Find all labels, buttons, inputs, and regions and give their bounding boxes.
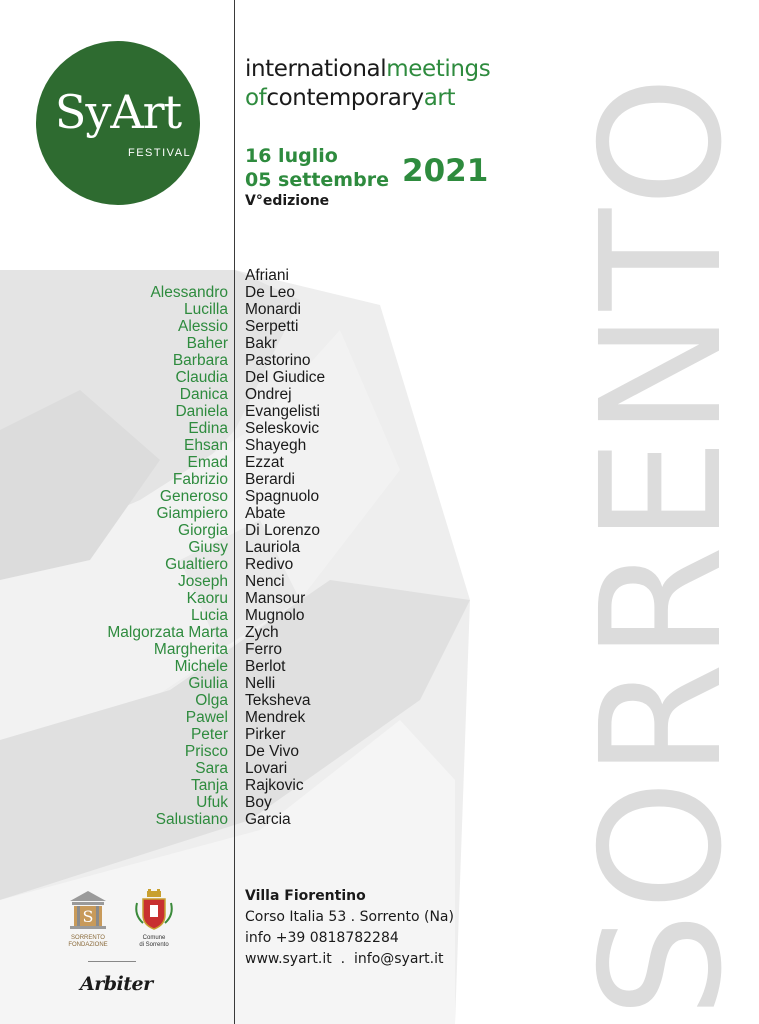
artist-first-name: Daniela xyxy=(175,403,228,420)
fondazione-logo xyxy=(68,889,108,949)
artists-list xyxy=(0,267,360,828)
end-date: 05 settembre xyxy=(245,169,389,191)
artist-last-name: Pirker xyxy=(245,726,286,743)
artist-last-name: Garcia xyxy=(245,811,291,828)
artist-last-name: Spagnuolo xyxy=(245,488,320,505)
contact-block xyxy=(245,886,454,970)
artist-row xyxy=(0,590,360,607)
side-title: SORRENTO xyxy=(566,74,759,1018)
artist-last-name: Afriani xyxy=(245,267,289,284)
artist-last-name: Ferro xyxy=(245,641,283,658)
artist-row xyxy=(0,692,360,709)
artist-row xyxy=(0,607,360,624)
artist-first-name: Kaoru xyxy=(186,590,228,607)
temple-icon xyxy=(68,889,108,931)
artist-row xyxy=(0,267,360,284)
artist-first-name: Giulia xyxy=(188,675,228,692)
artist-last-name: Berlot xyxy=(245,658,286,675)
artist-first-name: Claudia xyxy=(175,369,228,386)
artist-first-name: Sara xyxy=(195,760,228,777)
artist-last-name: De Leo xyxy=(245,284,295,301)
artist-first-name: Margherita xyxy=(153,641,228,658)
artist-first-name: Alessandro xyxy=(150,284,228,301)
artist-last-name: Monardi xyxy=(245,301,301,318)
artist-row xyxy=(0,471,360,488)
edition-label: V°edizione xyxy=(245,193,330,209)
artist-last-name: Ondrej xyxy=(245,386,292,403)
artist-last-name: Boy xyxy=(245,794,272,811)
artist-last-name: Nenci xyxy=(245,573,285,590)
artist-last-name: De Vivo xyxy=(245,743,299,760)
artist-first-name: Prisco xyxy=(184,743,228,760)
venue-address: Corso Italia 53 . Sorrento (Na) xyxy=(245,909,454,925)
artist-last-name: Pastorino xyxy=(245,352,311,369)
fondazione-label-1: SORRENTO xyxy=(71,935,105,941)
artist-last-name: Serpetti xyxy=(245,318,299,335)
coat-of-arms-icon xyxy=(131,889,177,931)
artist-last-name: Shayegh xyxy=(245,437,307,454)
artist-first-name: Giusy xyxy=(188,539,228,556)
artist-last-name: Mansour xyxy=(245,590,306,607)
logo-wordmark: SyArt xyxy=(54,85,182,139)
artist-first-name: Michele xyxy=(174,658,228,675)
artist-last-name: Lauriola xyxy=(245,539,301,556)
artist-row xyxy=(0,726,360,743)
event-year: 2021 xyxy=(402,153,489,189)
logo-subtitle: FESTIVAL xyxy=(128,147,192,159)
sponsor-divider xyxy=(88,961,136,962)
artist-first-name: Emad xyxy=(187,454,228,471)
artist-first-name: Fabrizio xyxy=(172,471,228,488)
artist-first-name: Malgorzata Marta xyxy=(107,624,228,641)
artist-first-name: Giorgia xyxy=(178,522,228,539)
start-date: 16 luglio xyxy=(245,145,338,167)
artist-row xyxy=(0,743,360,760)
headline-word: international xyxy=(245,56,387,82)
artist-row xyxy=(0,760,360,777)
syart-logo xyxy=(36,41,200,205)
artist-first-name: Giampiero xyxy=(156,505,228,522)
artist-row xyxy=(0,369,360,386)
artist-row xyxy=(0,335,360,352)
artist-row xyxy=(0,539,360,556)
artist-row xyxy=(0,437,360,454)
artist-first-name: Pawel xyxy=(185,709,228,726)
artist-row xyxy=(0,301,360,318)
comune-logo xyxy=(131,889,177,949)
artist-last-name: Mendrek xyxy=(245,709,306,726)
artist-first-name: Olga xyxy=(195,692,228,709)
artist-last-name: Nelli xyxy=(245,675,276,692)
artist-row xyxy=(0,454,360,471)
artist-last-name: Rajkovic xyxy=(245,777,304,794)
artist-row xyxy=(0,284,360,301)
artist-first-name: Alessio xyxy=(178,318,228,335)
artist-row xyxy=(0,556,360,573)
event-headline xyxy=(245,55,490,113)
artist-first-name: Ufuk xyxy=(196,794,228,811)
artist-first-name: Danica xyxy=(179,386,228,403)
contact-web[interactable]: www.syart.it . info@syart.it xyxy=(245,951,444,967)
artist-last-name: Seleskovic xyxy=(245,420,320,437)
artist-last-name: Zych xyxy=(245,624,279,641)
artist-row xyxy=(0,624,360,641)
artist-row xyxy=(0,318,360,335)
artist-first-name: Baher xyxy=(186,335,228,352)
artist-row xyxy=(0,794,360,811)
artist-first-name: Ehsan xyxy=(184,437,228,454)
artist-row xyxy=(0,675,360,692)
artist-last-name: Del Giudice xyxy=(245,369,326,386)
arbiter-logo: Arbiter xyxy=(80,973,153,995)
artist-last-name: Redivo xyxy=(245,556,294,573)
artist-first-name: Peter xyxy=(190,726,228,743)
artist-last-name: Mugnolo xyxy=(245,607,305,624)
headline-word: contemporary xyxy=(266,85,424,111)
artist-row xyxy=(0,658,360,675)
venue-name: Villa Fiorentino xyxy=(245,888,366,904)
artist-row xyxy=(0,811,360,828)
svg-text:S: S xyxy=(82,907,94,926)
artist-last-name: Berardi xyxy=(245,471,295,488)
comune-label-1: Comune xyxy=(142,935,166,941)
headline-word: art xyxy=(423,85,456,111)
artist-last-name: Bakr xyxy=(245,335,277,352)
artist-first-name: Lucia xyxy=(190,607,228,624)
artist-row xyxy=(0,488,360,505)
contact-phone: info +39 0818782284 xyxy=(245,930,399,946)
artist-last-name: Abate xyxy=(245,505,286,522)
event-dates xyxy=(245,144,389,192)
artist-last-name: Teksheva xyxy=(245,692,311,709)
artist-first-name: Barbara xyxy=(172,352,228,369)
artist-last-name: Evangelisti xyxy=(245,403,320,420)
artist-last-name: Ezzat xyxy=(245,454,284,471)
fondazione-label-2: FONDAZIONE xyxy=(68,942,108,948)
artist-first-name: Tanja xyxy=(190,777,228,794)
artist-row xyxy=(0,386,360,403)
artist-first-name: Gualtiero xyxy=(165,556,228,573)
artist-row xyxy=(0,573,360,590)
artist-row xyxy=(0,641,360,658)
artist-row xyxy=(0,352,360,369)
comune-label-2: di Sorrento xyxy=(139,942,169,948)
artist-last-name: Lovari xyxy=(245,760,288,777)
artist-row xyxy=(0,420,360,437)
artist-first-name: Lucilla xyxy=(184,301,228,318)
artist-row xyxy=(0,777,360,794)
artist-row xyxy=(0,403,360,420)
artist-row xyxy=(0,505,360,522)
headline-word: of xyxy=(245,85,267,111)
artist-last-name: Di Lorenzo xyxy=(245,522,320,539)
artist-first-name: Salustiano xyxy=(155,811,228,828)
artist-row xyxy=(0,709,360,726)
artist-first-name: Edina xyxy=(188,420,228,437)
artist-first-name: Generoso xyxy=(159,488,228,505)
artist-first-name: Joseph xyxy=(178,573,228,590)
headline-word: meetings xyxy=(386,56,491,82)
artist-row xyxy=(0,522,360,539)
